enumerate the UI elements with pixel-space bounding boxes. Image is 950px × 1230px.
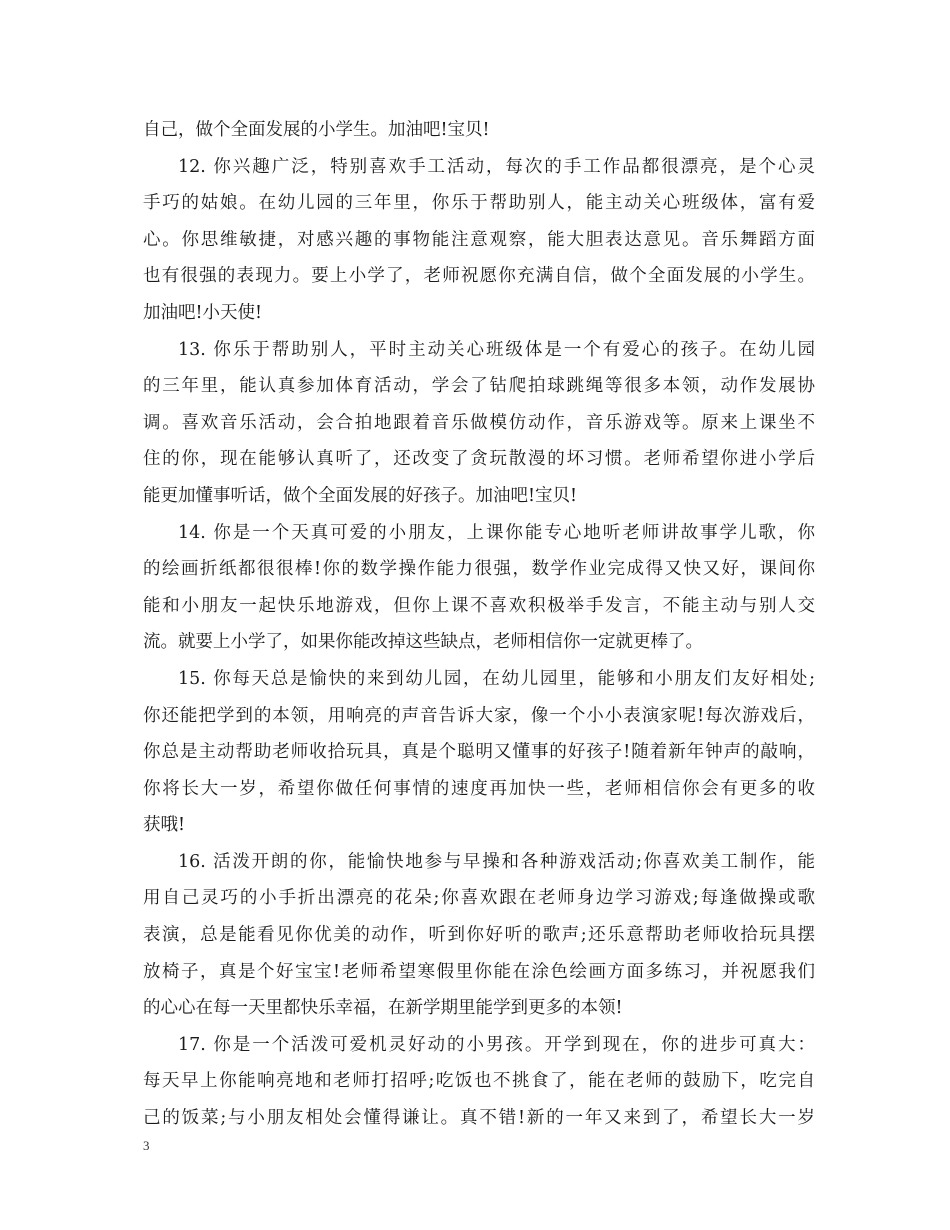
paragraph-first-line: 13. 你乐于帮助别人，平时主动关心班级体是一个有爱心的孩子。在幼儿园 xyxy=(178,339,815,360)
text-line: 表演，总是能看见你优美的动作，听到你好听的歌声;还乐意帮助老师收拾玩具摆 xyxy=(143,925,815,946)
text-line: 能和小朋友一起快乐地游戏，但你上课不喜欢积极举手发言，不能主动与别人交 xyxy=(143,595,815,616)
page-number: 3 xyxy=(143,1138,150,1153)
paragraph-first-line: 17. 你是一个活泼可爱机灵好动的小男孩。开学到现在，你的进步可真大： xyxy=(178,1034,815,1055)
paragraph-first-line: 15. 你每天总是愉快的来到幼儿园，在幼儿园里，能够和小朋友们友好相处; xyxy=(178,668,815,689)
text-line: 放椅子，真是个好宝宝!老师希望寒假里你能在涂色绘画方面多练习，并祝愿我们 xyxy=(143,961,815,982)
text-line: 己的饭菜;与小朋友相处会懂得谦让。真不错!新的一年又来到了，希望长大一岁 xyxy=(143,1108,815,1129)
text-line: 的心心在每一天里都快乐幸福，在新学期里能学到更多的本领! xyxy=(143,998,623,1019)
text-line: 每天早上你能响亮地和老师打招呼;吃饭也不挑食了，能在老师的鼓励下，吃完自 xyxy=(143,1071,815,1092)
text-line: 也有很强的表现力。要上小学了，老师祝愿你充满自信，做个全面发展的小学生。 xyxy=(143,266,815,287)
text-line: 你将长大一岁，希望你做任何事情的速度再加快一些，老师相信你会有更多的收 xyxy=(143,778,815,799)
paragraph-first-line: 16. 活泼开朗的你，能愉快地参与早操和各种游戏活动;你喜欢美工制作，能 xyxy=(178,851,815,872)
text-line: 住的你，现在能够认真听了，还改变了贪玩散漫的坏习惯。老师希望你进小学后 xyxy=(143,449,815,470)
text-line: 的三年里，能认真参加体育活动，学会了钻爬拍球跳绳等很多本领，动作发展协 xyxy=(143,376,815,397)
text-line: 加油吧!小天使! xyxy=(143,302,263,323)
text-line: 获哦! xyxy=(143,815,186,836)
text-line: 用自己灵巧的小手折出漂亮的花朵;你喜欢跟在老师身边学习游戏;每逢做操或歌 xyxy=(143,888,815,909)
text-line: 你还能把学到的本领，用响亮的声音告诉大家，像一个小小表演家呢!每次游戏后， xyxy=(143,705,815,726)
document-body xyxy=(143,112,815,1137)
text-line: 的绘画折纸都很很棒!你的数学操作能力很强，数学作业完成得又快又好，课间你 xyxy=(143,559,815,580)
paragraph-first-line: 12. 你兴趣广泛，特别喜欢手工活动，每次的手工作品都很漂亮，是个心灵 xyxy=(178,156,815,177)
text-line: 流。就要上小学了，如果你能改掉这些缺点，老师相信你一定就更棒了。 xyxy=(143,632,703,653)
paragraph-first-line: 14. 你是一个天真可爱的小朋友，上课你能专心地听老师讲故事学儿歌，你 xyxy=(178,522,815,543)
text-line: 心。你思维敏捷，对感兴趣的事物能注意观察，能大胆表达意见。音乐舞蹈方面 xyxy=(143,229,815,250)
text-line: 你总是主动帮助老师收拾玩具，真是个聪明又懂事的好孩子!随着新年钟声的敲响， xyxy=(143,742,815,763)
text-line: 调。喜欢音乐活动，会合拍地跟着音乐做模仿动作，音乐游戏等。原来上课坐不 xyxy=(143,412,815,433)
text-line: 自己，做个全面发展的小学生。加油吧!宝贝! xyxy=(143,120,490,140)
text-line: 能更加懂事听话，做个全面发展的好孩子。加油吧!宝贝! xyxy=(143,485,578,506)
text-line: 手巧的姑娘。在幼儿园的三年里，你乐于帮助别人，能主动关心班级体，富有爱 xyxy=(143,193,815,214)
